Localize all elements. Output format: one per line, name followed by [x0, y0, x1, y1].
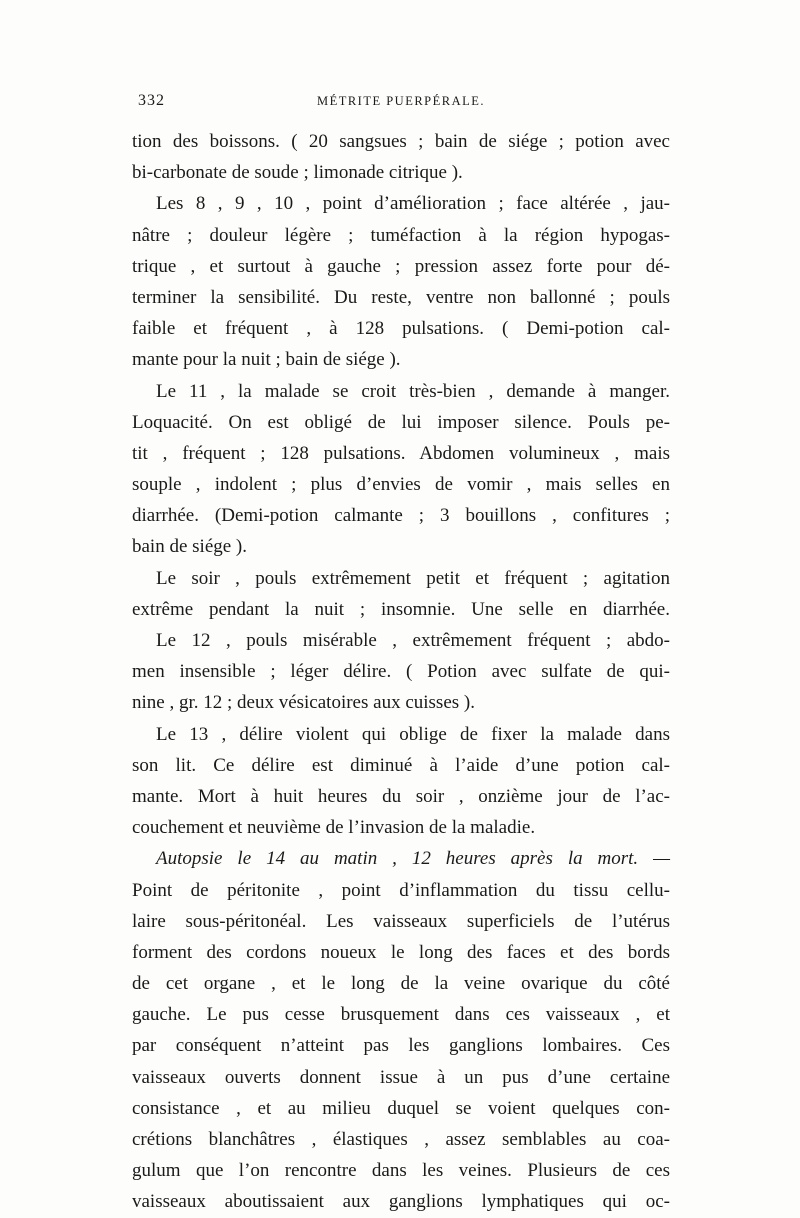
text-line: Le soir , pouls extrêmement petit et fréquent ; agitation	[156, 567, 670, 589]
text-line: mante pour la nuit ; bain de siége ).	[132, 349, 401, 371]
text-line: bi-carbonate de soude ; limonade citrique ).	[132, 162, 463, 184]
text-line: consistance , et au milieu duquel se voient quelques con-	[132, 1097, 670, 1119]
text-line: Le 13 , délire violent qui oblige de fixer la malade dans	[156, 723, 670, 745]
text-line: trique , et surtout à gauche ; pression assez forte pour dé-	[132, 255, 670, 277]
text-line: crétions blanchâtres , élastiques , assez semblables au coa-	[132, 1129, 670, 1150]
text-line: terminer la sensibilité. Du reste, ventre non ballonné ; pouls	[132, 286, 670, 308]
text-line: nâtre ; douleur légère ; tuméfaction à la région hypogas-	[132, 224, 670, 246]
running-title: MÉTRITE PUERPÉRALE.	[316, 94, 486, 108]
page-number: 332	[138, 92, 165, 109]
text-line: extrême pendant la nuit ; insomnie. Une selle en diarrhée.	[132, 598, 670, 620]
text-line: Les 8 , 9 , 10 , point d’amélioration ; face altérée , jau-	[156, 193, 670, 215]
text-line: men insensible ; léger délire. ( Potion avec sulfate de qui-	[132, 661, 670, 683]
text-line: Le 12 , pouls misérable , extrêmement fréquent ; abdo-	[156, 630, 670, 651]
autopsy-heading-line: Autopsie le 14 au matin , 12 heures après la mort. —	[156, 848, 670, 870]
body-text	[132, 126, 670, 1218]
book-page	[132, 92, 670, 1213]
text-line: gulum que l’on rencontre dans les veines. Plusieurs de ces	[132, 1160, 670, 1182]
text-line: diarrhée. (Demi-potion calmante ; 3 bouillons , confitures ;	[132, 505, 670, 527]
text-line: bain de siége ).	[132, 536, 248, 558]
text-line: souple , indolent ; plus d’envies de vomir , mais selles en	[132, 474, 670, 496]
text-line: mante. Mort à huit heures du soir , onzième jour de l’ac-	[132, 785, 670, 807]
text-line: Loquacité. On est obligé de lui imposer silence. Pouls pe-	[132, 411, 670, 433]
text-line: laire sous-péritonéal. Les vaisseaux superficiels de l’utérus	[132, 910, 670, 932]
text-line: de cet organe , et le long de la veine ovarique du côté	[132, 973, 670, 995]
text-line: Point de péritonite , point d’inflammation du tissu cellu-	[132, 879, 670, 901]
text-line: son lit. Ce délire est diminué à l’aide d’une potion cal-	[132, 754, 670, 776]
text-line: tit , fréquent ; 128 pulsations. Abdomen volumineux , mais	[132, 442, 670, 464]
text-line: vaisseaux ouverts donnent issue à un pus d’une certaine	[132, 1066, 670, 1088]
text-line: Le 11 , la malade se croit très-bien , demande à manger.	[156, 380, 670, 402]
text-line: faible et fréquent , à 128 pulsations. ( Demi-potion cal-	[132, 318, 670, 340]
text-line: couchement et neuvième de l’invasion de la maladie.	[132, 817, 536, 839]
text-line: nine , gr. 12 ; deux vésicatoires aux cuisses ).	[132, 692, 475, 714]
page-header	[132, 92, 670, 122]
text-line: gauche. Le pus cesse brusquement dans ces vaisseaux , et	[132, 1004, 670, 1026]
text-line: par conséquent n’atteint pas les ganglions lombaires. Ces	[132, 1035, 670, 1057]
text-line: forment des cordons noueux le long des faces et des bords	[132, 941, 670, 963]
text-line: vaisseaux aboutissaient aux ganglions lymphatiques qui oc-	[132, 1191, 670, 1213]
text-line: tion des boissons. ( 20 sangsues ; bain de siége ; potion avec	[132, 131, 670, 152]
